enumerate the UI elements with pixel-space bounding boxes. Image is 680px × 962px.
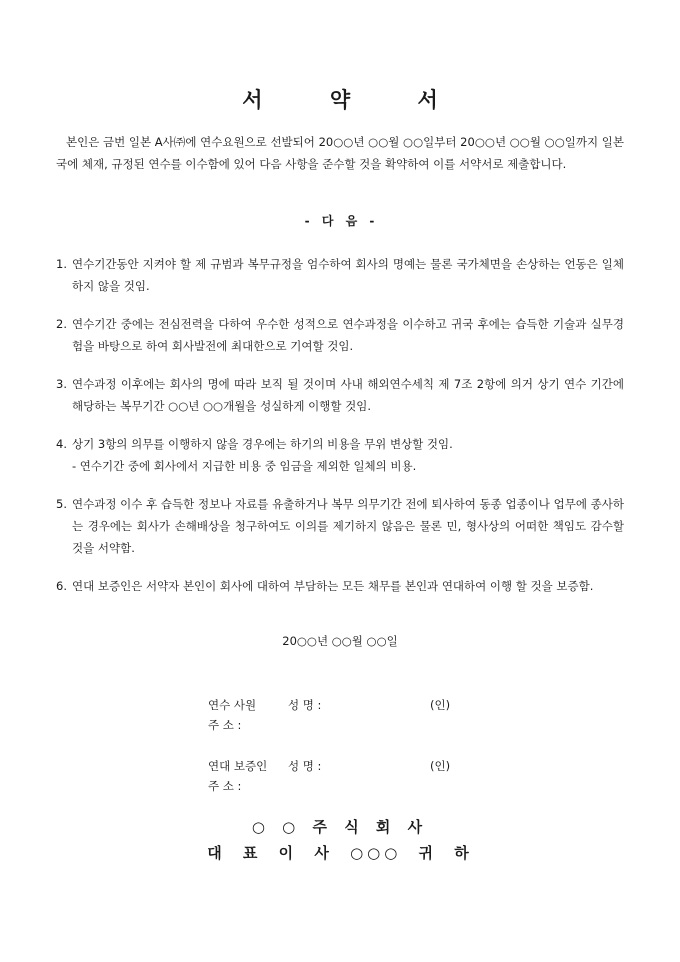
seal-mark: (인) xyxy=(430,698,451,712)
clause-5 xyxy=(56,493,624,559)
clause-text: 연대 보증인은 서약자 본인이 회사에 대하여 부담하는 모든 채무를 본인과 연대하여 이행 할 것을 보증함. xyxy=(72,579,594,593)
clause-subtext: - 연수기간 중에 회사에서 지급한 비용 중 임금을 제외한 일체의 비용. xyxy=(72,459,417,473)
address-label: 주 소 : xyxy=(208,779,242,793)
clause-text: 연수과정 이후에는 회사의 명에 따라 보직 될 것이며 사내 해외연수세칙 제 7조 2항에 의거 상기 연수 기간에 해당하는 복무기간 ○○년 ○○개월을 성실하게 이행할 것임. xyxy=(72,377,624,413)
clause-3 xyxy=(56,373,624,417)
section-heading xyxy=(0,212,680,229)
clause-number: 3. xyxy=(56,377,67,391)
clause-text: 연수기간동안 지켜야 할 제 규범과 복무규정을 엄수하여 회사의 명예는 물론 국가체면을 손상하는 언동은 일체 하지 않을 것임. xyxy=(72,257,624,293)
clause-4 xyxy=(56,433,624,477)
clause-number: 2. xyxy=(56,317,67,331)
document-title: 서 약 서 xyxy=(242,87,468,112)
address-label: 주 소 : xyxy=(208,718,242,732)
clause-text: 연수과정 이수 후 습득한 정보나 자료를 유출하거나 복무 의무기간 전에 퇴사하여 동종 업종이나 업무에 종사하는 경우에는 회사가 손해배상을 청구하여도 이의를 제기하지 않음은 물론 민, 형사상의 어떠한 책임도 감수할 것을 서약함. xyxy=(72,497,624,555)
clause-number: 6. xyxy=(56,579,67,593)
name-label: 성 명 : xyxy=(288,759,322,773)
clause-1 xyxy=(56,253,624,297)
clause-number: 5. xyxy=(56,497,67,511)
seal-mark: (인) xyxy=(430,759,451,773)
signer-role: 연대 보증인 xyxy=(208,759,268,773)
intro-paragraph: 본인은 금번 일본 A사㈜에 연수요원으로 선발되어 20○○년 ○○월 ○○일부터 20○○년 ○○월 ○○일까지 일본국에 체재, 규정된 연수를 이수함에 있어 다음 사항을 준수할 것을 확약하여 이를 서약서로 제출합니다. xyxy=(56,135,624,171)
ceo-addressee: 대 표 이 사 ○○○ 귀 하 xyxy=(207,844,473,862)
clause-text: 연수기간 중에는 전심전력을 다하여 우수한 성적으로 연수과정을 이수하고 귀국 후에는 습득한 기술과 실무경험을 바탕으로 하여 회사발전에 최대한으로 기여할 것임. xyxy=(72,317,624,353)
clause-number: 4. xyxy=(56,437,67,451)
name-label: 성 명 : xyxy=(288,698,322,712)
clause-2 xyxy=(56,313,624,357)
signer-role: 연수 사원 xyxy=(208,698,257,712)
clause-6 xyxy=(56,575,624,597)
section-heading-text: - 다 음 - xyxy=(304,214,376,228)
document-date: 20○○년 ○○월 ○○일 xyxy=(282,634,398,648)
clause-number: 1. xyxy=(56,257,67,271)
company-name: ○ ○ 주 식 회 사 xyxy=(251,818,429,836)
clause-text: 상기 3항의 의무를 이행하지 않을 경우에는 하기의 비용을 무위 변상할 것임. xyxy=(72,437,453,451)
